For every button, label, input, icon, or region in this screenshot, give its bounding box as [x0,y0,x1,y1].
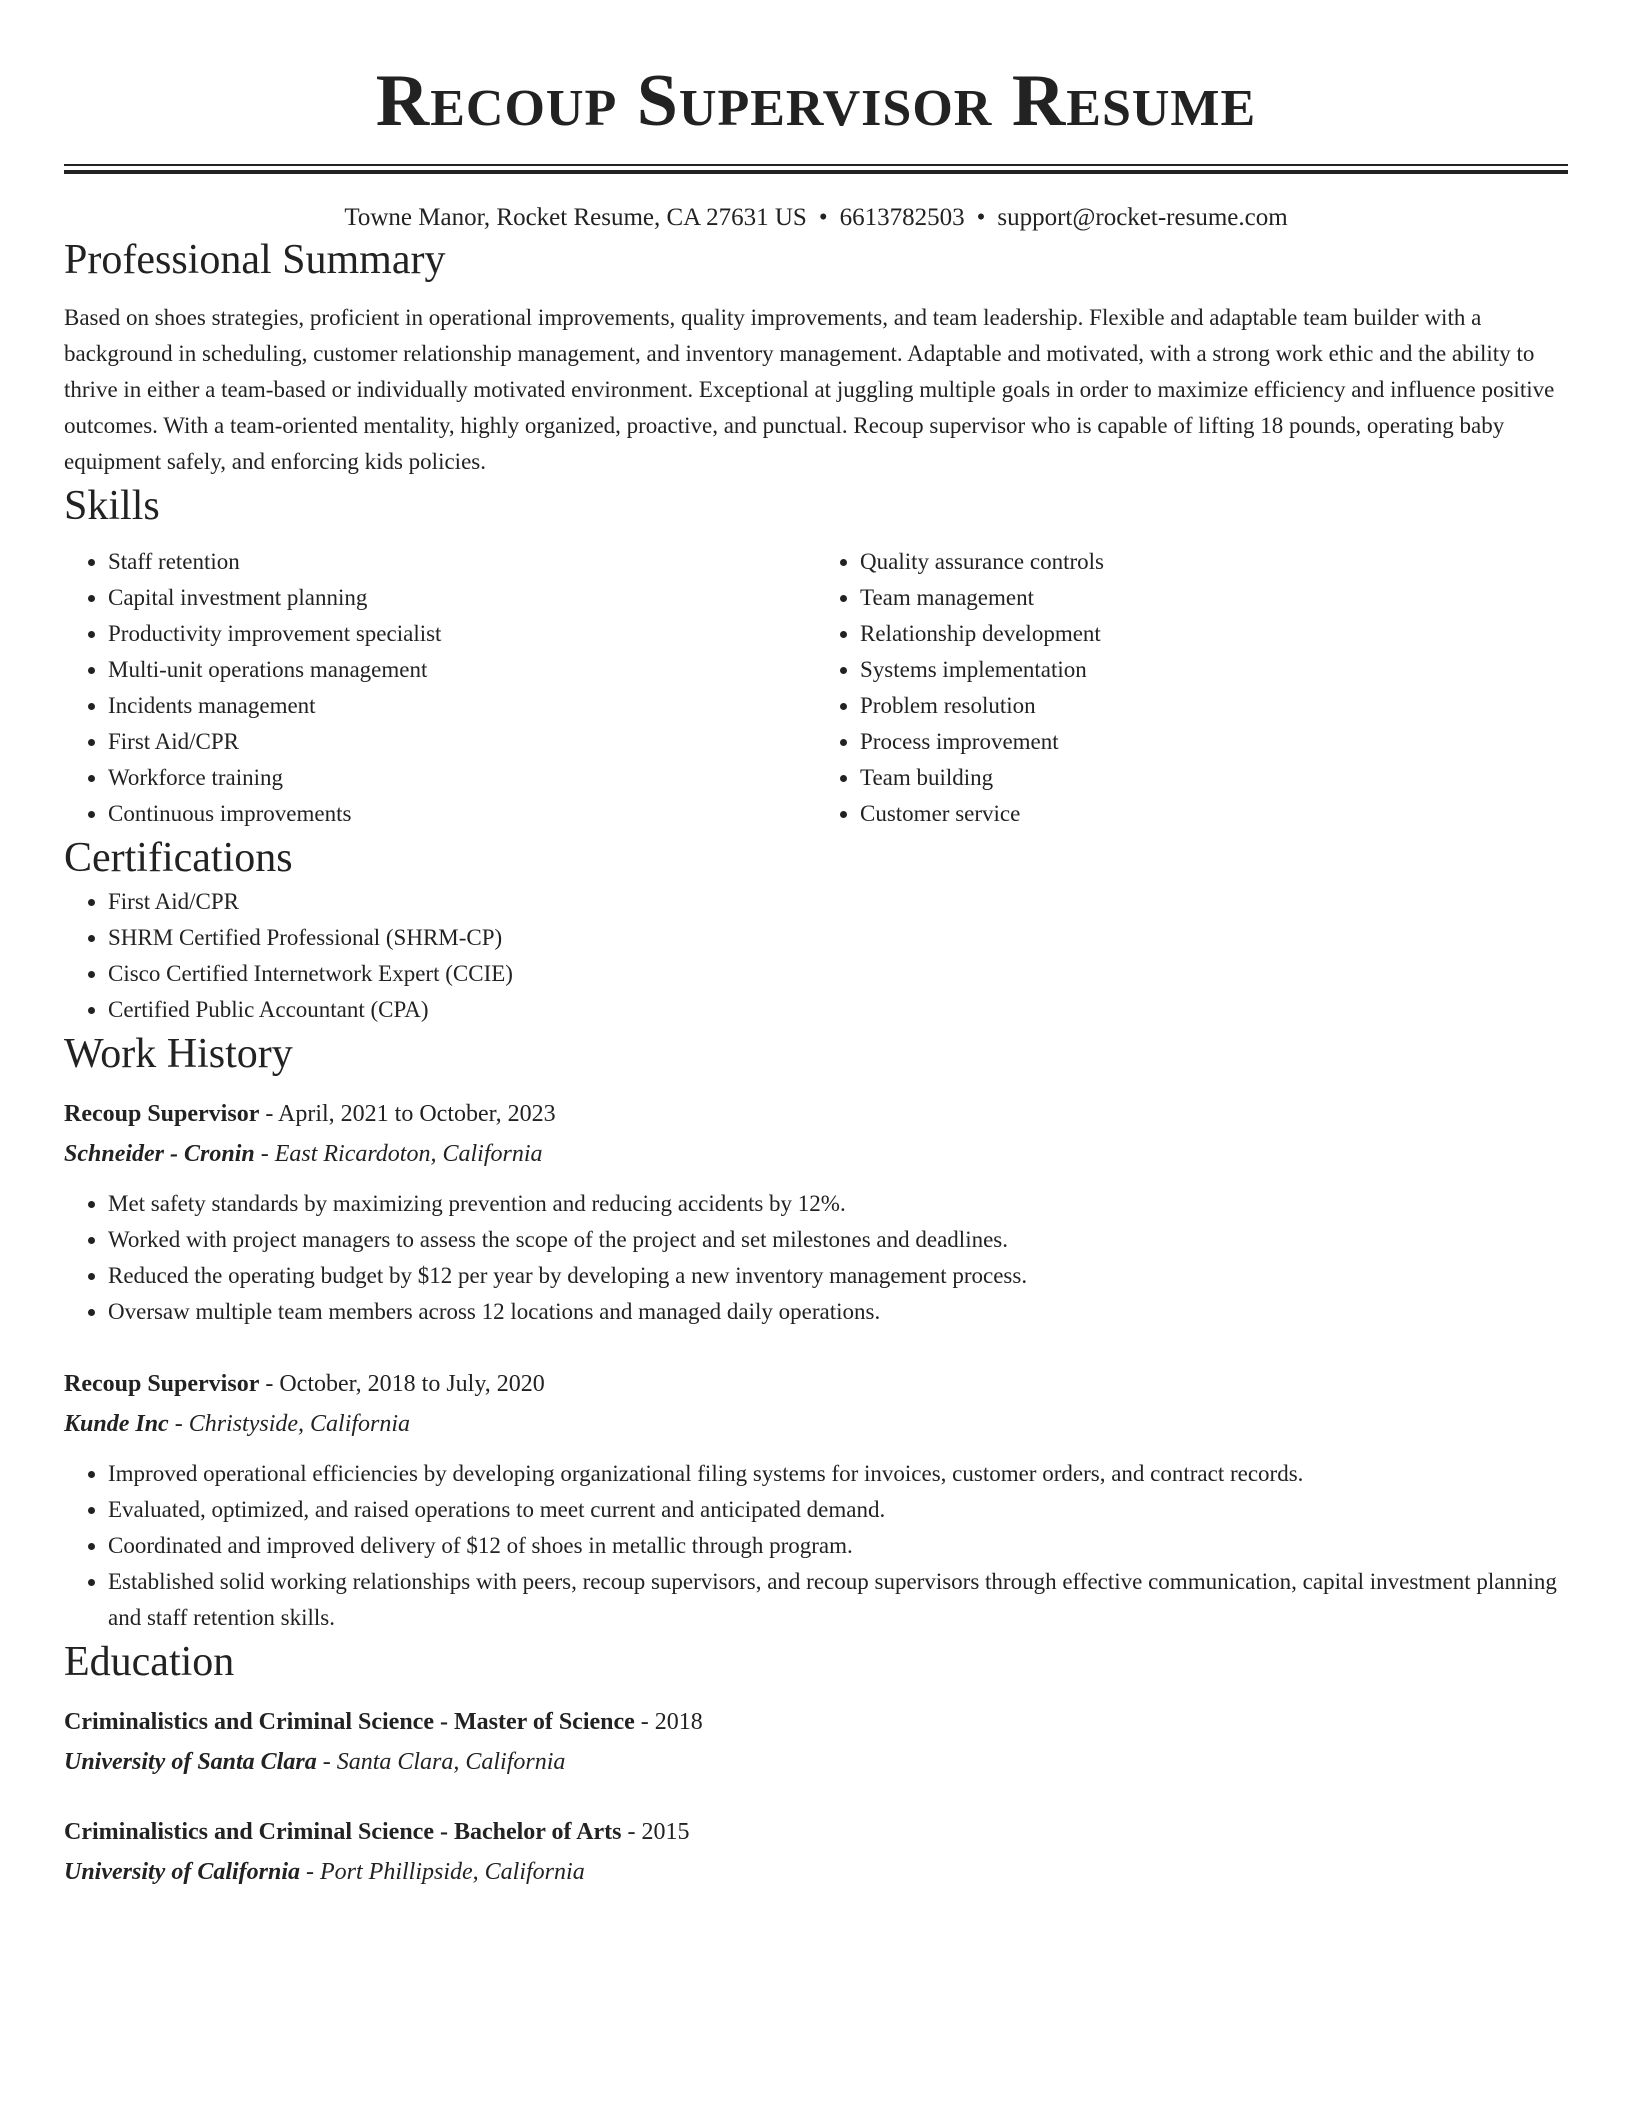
work-history-heading: Work History [64,1031,293,1077]
job-duty: • Worked with project managers to assess the scope of the project and set milestones and deadlines. [108,1222,1568,1258]
skill-item: • Incidents management [108,688,816,724]
education-degree: Criminalistics and Criminal Science - Bachelor of Arts [64,1819,622,1845]
job-entry [64,1364,1568,1636]
skill-item: • First Aid/CPR [108,724,816,760]
skill-item: • Staff retention [108,544,816,580]
education-entry [64,1812,1568,1892]
skills-list-right [816,544,1568,832]
job-location: - Christyside, California [168,1411,411,1437]
job-duty: • Reduced the operating budget by $12 per year by developing a new inventory management process. [108,1258,1568,1294]
education-degree-line [64,1702,1568,1742]
education-degree: Criminalistics and Criminal Science - Master of Science [64,1709,635,1735]
job-duty: • Improved operational efficiencies by developing organizational filing systems for invoices, customer orders, and contract records. [108,1456,1568,1492]
skill-item: • Problem resolution [860,688,1568,724]
job-title: Recoup Supervisor [64,1101,260,1127]
job-duty: • Oversaw multiple team members across 12 locations and managed daily operations. [108,1294,1568,1330]
job-duty: • Coordinated and improved delivery of $12 of shoes in metallic through program. [108,1528,1568,1564]
skills-list-left [64,544,816,832]
skill-item: • Multi-unit operations management [108,652,816,688]
contact-email: support@rocket-resume.com [997,204,1288,231]
job-header [64,1094,1568,1134]
job-company: Schneider - Cronin [64,1141,255,1167]
education-school-line [64,1742,1568,1782]
title-divider [64,164,1568,174]
job-duty: • Established solid working relationships with peers, recoup supervisors, and recoup supervisors through effective communication, capital investment planning and staff retention skills. [108,1564,1568,1636]
job-location: - East Ricardoton, California [254,1141,543,1167]
education-location: - Port Phillipside, California [300,1859,585,1885]
education-degree-line [64,1812,1568,1852]
job-dates: - October, 2018 to July, 2020 [259,1371,545,1397]
job-duties-list [64,1456,1568,1636]
education-school: University of Santa Clara [64,1749,317,1775]
certifications-heading: Certifications [64,835,293,881]
job-duty: • Evaluated, optimized, and raised operations to meet current and anticipated demand. [108,1492,1568,1528]
job-employer [64,1134,1568,1174]
education-entry [64,1702,1568,1782]
skill-item: • Relationship development [860,616,1568,652]
skill-item: • Productivity improvement specialist [108,616,816,652]
skill-item: • Process improvement [860,724,1568,760]
job-entry [64,1094,1568,1330]
contact-line [64,202,1568,234]
education-school-line [64,1852,1568,1892]
contact-phone: 6613782503 [839,204,965,231]
certification-item: • Certified Public Accountant (CPA) [108,992,1568,1028]
skill-item: • Capital investment planning [108,580,816,616]
job-dates: - April, 2021 to October, 2023 [259,1101,556,1127]
certification-item: • SHRM Certified Professional (SHRM-CP) [108,920,1568,956]
job-duty: • Met safety standards by maximizing prevention and reducing accidents by 12%. [108,1186,1568,1222]
skill-item: • Workforce training [108,760,816,796]
skill-item: • Team management [860,580,1568,616]
certification-item: • First Aid/CPR [108,884,1568,920]
skills-columns [64,544,1568,832]
skill-item: • Systems implementation [860,652,1568,688]
contact-separator: • [818,204,828,231]
education-year: - 2015 [621,1819,690,1845]
contact-separator: • [976,204,986,231]
skill-item: • Team building [860,760,1568,796]
job-employer [64,1404,1568,1444]
job-header [64,1364,1568,1404]
contact-address: Towne Manor, Rocket Resume, CA 27631 US [344,204,807,231]
education-location: - Santa Clara, California [316,1749,566,1775]
summary-text: Based on shoes strategies, proficient in operational improvements, quality improvements, and team leadership. Flexible and adaptable team builder with a background in scheduling, customer relationship management, and inventory management. Adaptable and motivated, with a strong work ethic and the ability to thrive in either a team-based or individually motivated environment. Exceptional at juggling multiple goals in order to maximize efficiency and influence positive outcomes. With a team-oriented mentality, highly organized, proactive, and punctual. Recoup supervisor who is capable of lifting 18 pounds, operating baby equipment safely, and enforcing kids policies. [64,305,1555,474]
education-school: University of California [64,1859,301,1885]
education-year: - 2018 [634,1709,703,1735]
job-duties-list [64,1186,1568,1330]
skills-heading: Skills [64,483,160,529]
job-company: Kunde Inc [64,1411,169,1437]
resume-title: Recoup Supervisor Resume [375,60,1257,142]
education-heading: Education [64,1639,235,1685]
job-title: Recoup Supervisor [64,1371,260,1397]
certification-item: • Cisco Certified Internetwork Expert (CCIE) [108,956,1568,992]
skill-item: • Quality assurance controls [860,544,1568,580]
skill-item: • Customer service [860,796,1568,832]
skill-item: • Continuous improvements [108,796,816,832]
summary-heading: Professional Summary [64,237,446,283]
certifications-list [64,884,1568,1028]
